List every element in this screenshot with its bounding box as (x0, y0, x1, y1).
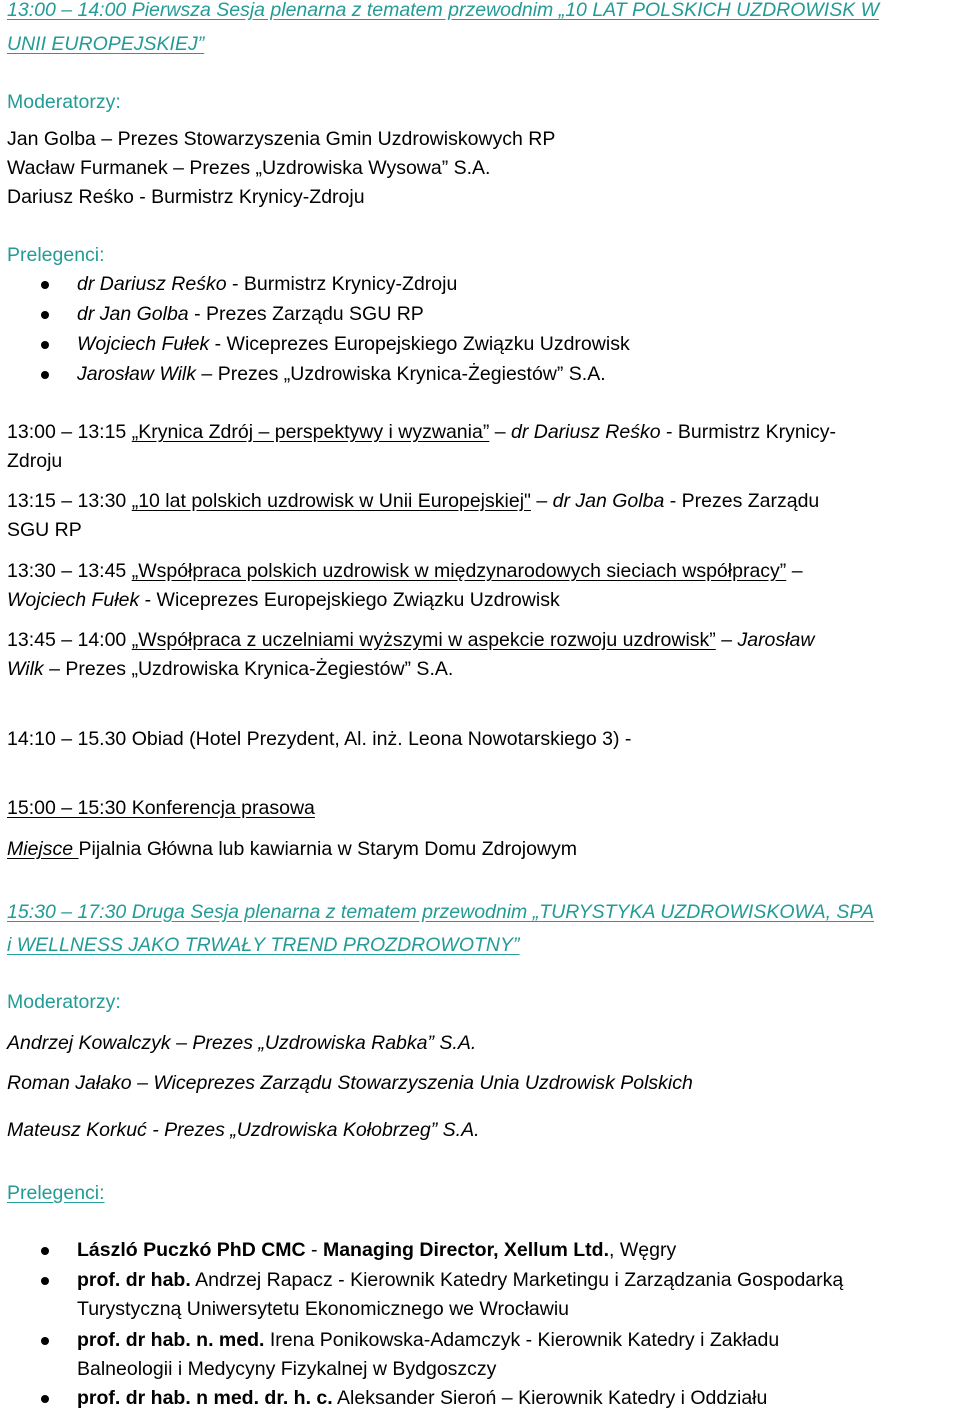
session2-speaker: László Puczkó PhD CMC - Managing Director, Xellum Ltd., Węgry (77, 1239, 677, 1261)
bullet-icon (41, 311, 49, 319)
session1-moderator: Jan Golba – Prezes Stowarzyszenia Gmin Uzdrowiskowych RP (7, 128, 556, 150)
lunch-line: 14:10 – 15.30 Obiad (Hotel Prezydent, Al. inż. Leona Nowotarskiego 3) - (7, 728, 632, 750)
session2-speaker-cont: Turystyczną Uniwersytetu Ekonomicznego we Wrocławiu (77, 1298, 570, 1320)
bullet-icon (41, 1337, 49, 1345)
session2-speaker: prof. dr hab. Andrzej Rapacz - Kierownik Katedry Marketingu i Zarządzania Gospodarką (77, 1269, 844, 1291)
session1-moderator: Wacław Furmanek – Prezes „Uzdrowiska Wysowa” S.A. (7, 157, 491, 179)
session1-speaker: Wojciech Fułek - Wiceprezes Europejskiego Związku Uzdrowisk (77, 333, 630, 355)
session2-moderator: Mateusz Korkuć - Prezes „Uzdrowiska Kołobrzeg” S.A. (7, 1119, 480, 1141)
session2-speaker-cont: Balneologii i Medycyny Fizykalnej w Bydgoszczy (77, 1358, 497, 1380)
press-title: 15:00 – 15:30 Konferencja prasowa (7, 797, 315, 819)
bullet-icon (41, 281, 49, 289)
agenda-item-4-cont: Wilk – Prezes „Uzdrowiska Krynica-Żegiestów” S.A. (7, 658, 454, 680)
agenda-item-1-cont: Zdroju (7, 450, 63, 472)
session2-moderators-heading: Moderatorzy: (7, 991, 121, 1013)
session2-speakers-heading: Prelegenci: (7, 1182, 105, 1204)
agenda-item-2: 13:15 – 13:30 „10 lat polskich uzdrowisk w Unii Europejskiej" – dr Jan Golba - Prezes Zarządu (7, 490, 820, 512)
session1-title-line1: 13:00 – 14:00 Pierwsza Sesja plenarna z tematem przewodnim „10 LAT POLSKICH UZDROWISK W (7, 0, 880, 21)
session2-speaker: prof. dr hab. n med. dr. h. c. Aleksander Sieroń – Kierownik Katedry i Oddziału (77, 1387, 768, 1409)
session2-speaker: prof. dr hab. n. med. Irena Ponikowska-Adamczyk - Kierownik Katedry i Zakładu (77, 1329, 780, 1351)
bullet-icon (41, 341, 49, 349)
agenda-item-1: 13:00 – 13:15 „Krynica Zdrój – perspektywy i wyzwania” – dr Dariusz Reśko - Burmistrz Krynicy- (7, 421, 837, 443)
bullet-icon (41, 1247, 49, 1255)
session1-moderator: Dariusz Reśko - Burmistrz Krynicy-Zdroju (7, 186, 365, 208)
agenda-item-3: 13:30 – 13:45 „Współpraca polskich uzdrowisk w międzynarodowych sieciach współpracy” – (7, 560, 803, 582)
session2-moderator: Andrzej Kowalczyk – Prezes „Uzdrowiska Rabka” S.A. (7, 1032, 477, 1054)
session1-speaker: Jarosław Wilk – Prezes „Uzdrowiska Krynica-Żegiestów” S.A. (77, 363, 606, 385)
session2-moderator: Roman Jałako – Wiceprezes Zarządu Stowarzyszenia Unia Uzdrowisk Polskich (7, 1072, 693, 1094)
agenda-item-4: 13:45 – 14:00 „Współpraca z uczelniami wyższymi w aspekcie rozwoju uzdrowisk” – Jarosław (7, 629, 815, 651)
bullet-icon (41, 371, 49, 379)
session2-title-line2: i WELLNESS JAKO TRWAŁY TREND PROZDROWOTNY” (7, 934, 520, 956)
bullet-icon (41, 1395, 49, 1403)
session2-title-line1: 15:30 – 17:30 Druga Sesja plenarna z tematem przewodnim „TURYSTYKA UZDROWISKOWA, SPA (7, 901, 874, 923)
session1-title-line2: UNII EUROPEJSKIEJ” (7, 33, 205, 55)
bullet-icon (41, 1277, 49, 1285)
session1-speaker: dr Dariusz Reśko - Burmistrz Krynicy-Zdroju (77, 273, 458, 295)
session1-speaker: dr Jan Golba - Prezes Zarządu SGU RP (77, 303, 424, 325)
session1-speakers-heading: Prelegenci: (7, 244, 105, 266)
press-place: Miejsce Pijalnia Główna lub kawiarnia w Starym Domu Zdrojowym (7, 838, 578, 860)
agenda-item-2-cont: SGU RP (7, 519, 82, 541)
session1-moderators-heading: Moderatorzy: (7, 91, 121, 113)
agenda-item-3-cont: Wojciech Fułek - Wiceprezes Europejskiego Związku Uzdrowisk (7, 589, 560, 611)
